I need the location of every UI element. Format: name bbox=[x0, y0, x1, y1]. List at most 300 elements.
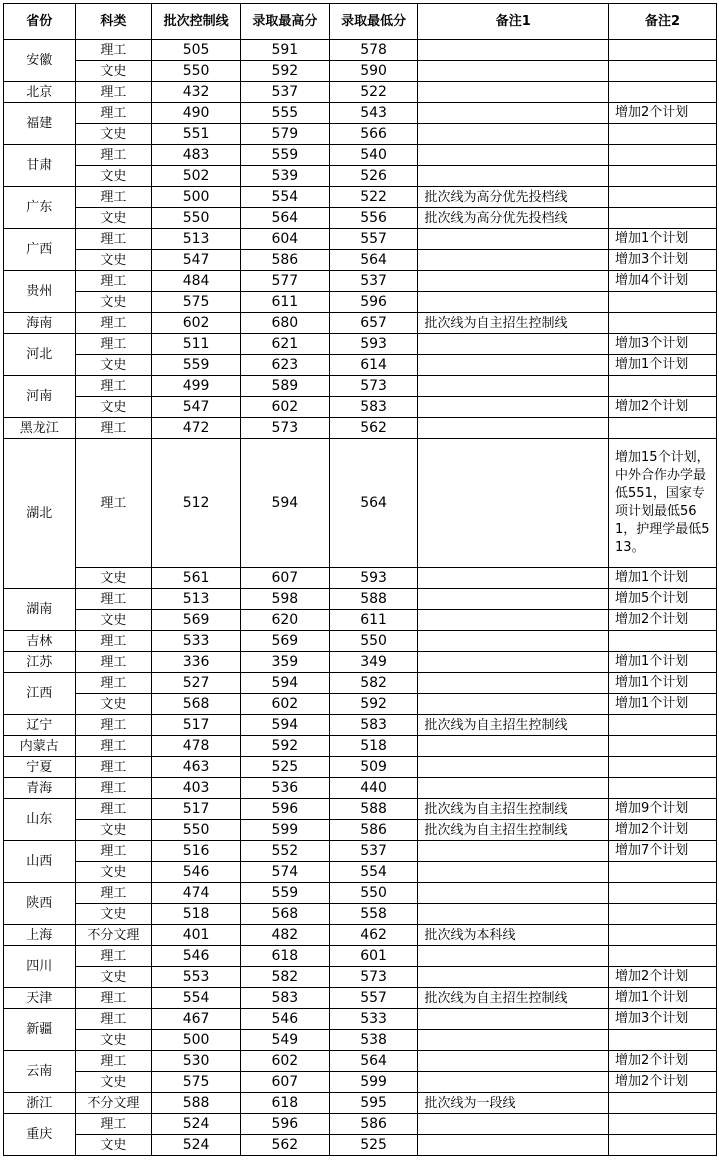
min-score-cell: 557 bbox=[329, 229, 418, 250]
province-cell: 宁夏 bbox=[4, 757, 76, 778]
province-cell: 广东 bbox=[4, 187, 76, 229]
category-cell: 理工 bbox=[75, 271, 152, 292]
min-score-cell: 614 bbox=[329, 355, 418, 376]
max-score-cell: 594 bbox=[240, 439, 329, 568]
note1-cell bbox=[418, 694, 609, 715]
table-row bbox=[4, 187, 717, 208]
batch-line-cell: 502 bbox=[152, 166, 241, 187]
note1-cell bbox=[418, 250, 609, 271]
table-row bbox=[4, 904, 717, 925]
category-cell: 理工 bbox=[75, 40, 152, 61]
batch-line-cell: 547 bbox=[152, 397, 241, 418]
category-cell: 不分文理 bbox=[75, 925, 152, 946]
note2-cell: 增加2个计划 bbox=[609, 1051, 717, 1072]
table-row bbox=[4, 271, 717, 292]
category-cell: 文史 bbox=[75, 862, 152, 883]
batch-line-cell: 575 bbox=[152, 1072, 241, 1093]
note1-cell bbox=[418, 736, 609, 757]
batch-line-cell: 516 bbox=[152, 841, 241, 862]
min-score-cell: 509 bbox=[329, 757, 418, 778]
note1-cell bbox=[418, 589, 609, 610]
province-cell: 四川 bbox=[4, 946, 76, 988]
category-cell: 文史 bbox=[75, 355, 152, 376]
province-cell: 山西 bbox=[4, 841, 76, 883]
note1-cell: 批次线为自主招生控制线 bbox=[418, 715, 609, 736]
note1-cell bbox=[418, 145, 609, 166]
note1-cell: 批次线为自主招生控制线 bbox=[418, 988, 609, 1009]
table-row bbox=[4, 40, 717, 61]
min-score-cell: 593 bbox=[329, 334, 418, 355]
note2-cell bbox=[609, 715, 717, 736]
table-row bbox=[4, 967, 717, 988]
max-score-cell: 604 bbox=[240, 229, 329, 250]
category-cell: 文史 bbox=[75, 820, 152, 841]
batch-line-cell: 527 bbox=[152, 673, 241, 694]
max-score-cell: 589 bbox=[240, 376, 329, 397]
batch-line-cell: 472 bbox=[152, 418, 241, 439]
max-score-cell: 611 bbox=[240, 292, 329, 313]
note1-cell bbox=[418, 904, 609, 925]
table-row bbox=[4, 1093, 717, 1114]
category-cell: 理工 bbox=[75, 946, 152, 967]
min-score-cell: 596 bbox=[329, 292, 418, 313]
table-row bbox=[4, 946, 717, 967]
table-row bbox=[4, 652, 717, 673]
table-row bbox=[4, 103, 717, 124]
min-score-cell: 537 bbox=[329, 271, 418, 292]
note1-cell bbox=[418, 40, 609, 61]
table-row bbox=[4, 1114, 717, 1135]
table-row bbox=[4, 1051, 717, 1072]
province-cell: 江西 bbox=[4, 673, 76, 715]
note1-cell: 批次线为高分优先投档线 bbox=[418, 187, 609, 208]
batch-line-cell: 483 bbox=[152, 145, 241, 166]
province-cell: 福建 bbox=[4, 103, 76, 145]
max-score-cell: 618 bbox=[240, 946, 329, 967]
note2-cell bbox=[609, 1135, 717, 1156]
max-score-cell: 680 bbox=[240, 313, 329, 334]
table-row bbox=[4, 208, 717, 229]
batch-line-cell: 546 bbox=[152, 946, 241, 967]
note1-cell bbox=[418, 568, 609, 589]
note2-cell bbox=[609, 376, 717, 397]
province-cell: 江苏 bbox=[4, 652, 76, 673]
province-cell: 贵州 bbox=[4, 271, 76, 313]
province-cell: 吉林 bbox=[4, 631, 76, 652]
max-score-cell: 577 bbox=[240, 271, 329, 292]
batch-line-cell: 505 bbox=[152, 40, 241, 61]
max-score-cell: 559 bbox=[240, 145, 329, 166]
batch-line-cell: 463 bbox=[152, 757, 241, 778]
note2-cell bbox=[609, 418, 717, 439]
note2-cell: 增加9个计划 bbox=[609, 799, 717, 820]
note1-cell bbox=[418, 292, 609, 313]
max-score-cell: 555 bbox=[240, 103, 329, 124]
note1-cell bbox=[418, 1009, 609, 1030]
category-cell: 理工 bbox=[75, 418, 152, 439]
min-score-cell: 593 bbox=[329, 568, 418, 589]
province-cell: 山东 bbox=[4, 799, 76, 841]
min-score-cell: 526 bbox=[329, 166, 418, 187]
min-score-cell: 550 bbox=[329, 883, 418, 904]
table-row bbox=[4, 757, 717, 778]
batch-line-cell: 551 bbox=[152, 124, 241, 145]
category-cell: 文史 bbox=[75, 250, 152, 271]
min-score-cell: 573 bbox=[329, 376, 418, 397]
table-row bbox=[4, 1030, 717, 1051]
category-cell: 文史 bbox=[75, 967, 152, 988]
category-cell: 理工 bbox=[75, 1051, 152, 1072]
batch-line-cell: 517 bbox=[152, 799, 241, 820]
note2-cell bbox=[609, 145, 717, 166]
category-cell: 理工 bbox=[75, 439, 152, 568]
batch-line-cell: 561 bbox=[152, 568, 241, 589]
category-cell: 文史 bbox=[75, 61, 152, 82]
table-row bbox=[4, 1009, 717, 1030]
note1-cell: 批次线为自主招生控制线 bbox=[418, 799, 609, 820]
category-cell: 文史 bbox=[75, 568, 152, 589]
max-score-cell: 596 bbox=[240, 799, 329, 820]
max-score-cell: 549 bbox=[240, 1030, 329, 1051]
category-cell: 理工 bbox=[75, 715, 152, 736]
table-row bbox=[4, 397, 717, 418]
max-score-cell: 607 bbox=[240, 568, 329, 589]
category-cell: 文史 bbox=[75, 292, 152, 313]
category-cell: 理工 bbox=[75, 103, 152, 124]
table-row bbox=[4, 376, 717, 397]
max-score-cell: 525 bbox=[240, 757, 329, 778]
note1-cell bbox=[418, 1114, 609, 1135]
note1-cell bbox=[418, 355, 609, 376]
table-body bbox=[4, 40, 717, 1156]
note2-cell: 增加3个计划 bbox=[609, 250, 717, 271]
batch-line-cell: 401 bbox=[152, 925, 241, 946]
max-score-cell: 568 bbox=[240, 904, 329, 925]
note2-cell: 增加2个计划 bbox=[609, 610, 717, 631]
note2-cell: 增加15个计划，中外合作办学最低551，国家专项计划最低561，护理学最低513。 bbox=[609, 439, 717, 568]
province-cell: 浙江 bbox=[4, 1093, 76, 1114]
note2-cell: 增加3个计划 bbox=[609, 1009, 717, 1030]
table-row bbox=[4, 778, 717, 799]
category-cell: 不分文理 bbox=[75, 1093, 152, 1114]
batch-line-cell: 547 bbox=[152, 250, 241, 271]
note2-cell bbox=[609, 187, 717, 208]
note1-cell bbox=[418, 82, 609, 103]
max-score-cell: 599 bbox=[240, 820, 329, 841]
note2-cell bbox=[609, 862, 717, 883]
batch-line-cell: 499 bbox=[152, 376, 241, 397]
header-note2: 备注2 bbox=[609, 4, 717, 40]
table-row bbox=[4, 694, 717, 715]
min-score-cell: 537 bbox=[329, 841, 418, 862]
note1-cell: 批次线为自主招生控制线 bbox=[418, 820, 609, 841]
max-score-cell: 621 bbox=[240, 334, 329, 355]
note2-cell bbox=[609, 883, 717, 904]
min-score-cell: 558 bbox=[329, 904, 418, 925]
max-score-cell: 569 bbox=[240, 631, 329, 652]
category-cell: 文史 bbox=[75, 166, 152, 187]
max-score-cell: 594 bbox=[240, 673, 329, 694]
note1-cell bbox=[418, 610, 609, 631]
note2-cell: 增加2个计划 bbox=[609, 103, 717, 124]
note1-cell bbox=[418, 631, 609, 652]
table-row bbox=[4, 124, 717, 145]
table-row bbox=[4, 925, 717, 946]
note2-cell bbox=[609, 292, 717, 313]
batch-line-cell: 336 bbox=[152, 652, 241, 673]
max-score-cell: 598 bbox=[240, 589, 329, 610]
note1-cell bbox=[418, 103, 609, 124]
category-cell: 理工 bbox=[75, 757, 152, 778]
table-row bbox=[4, 1135, 717, 1156]
note2-cell bbox=[609, 736, 717, 757]
province-cell: 新疆 bbox=[4, 1009, 76, 1051]
note2-cell: 增加5个计划 bbox=[609, 589, 717, 610]
table-row bbox=[4, 1072, 717, 1093]
note2-cell bbox=[609, 313, 717, 334]
table-row bbox=[4, 292, 717, 313]
min-score-cell: 566 bbox=[329, 124, 418, 145]
table-row bbox=[4, 355, 717, 376]
table-row bbox=[4, 166, 717, 187]
batch-line-cell: 524 bbox=[152, 1135, 241, 1156]
province-cell: 广西 bbox=[4, 229, 76, 271]
province-cell: 重庆 bbox=[4, 1114, 76, 1156]
header-note1: 备注1 bbox=[418, 4, 609, 40]
min-score-cell: 525 bbox=[329, 1135, 418, 1156]
max-score-cell: 573 bbox=[240, 418, 329, 439]
batch-line-cell: 602 bbox=[152, 313, 241, 334]
min-score-cell: 440 bbox=[329, 778, 418, 799]
max-score-cell: 607 bbox=[240, 1072, 329, 1093]
note2-cell: 增加1个计划 bbox=[609, 355, 717, 376]
header-category: 科类 bbox=[75, 4, 152, 40]
table-row bbox=[4, 883, 717, 904]
batch-line-cell: 511 bbox=[152, 334, 241, 355]
province-cell: 河北 bbox=[4, 334, 76, 376]
batch-line-cell: 512 bbox=[152, 439, 241, 568]
note2-cell bbox=[609, 946, 717, 967]
note1-cell bbox=[418, 229, 609, 250]
admission-scores-table bbox=[3, 3, 717, 1156]
note2-cell: 增加1个计划 bbox=[609, 673, 717, 694]
category-cell: 理工 bbox=[75, 673, 152, 694]
note1-cell bbox=[418, 778, 609, 799]
min-score-cell: 611 bbox=[329, 610, 418, 631]
category-cell: 理工 bbox=[75, 883, 152, 904]
max-score-cell: 596 bbox=[240, 1114, 329, 1135]
max-score-cell: 602 bbox=[240, 397, 329, 418]
batch-line-cell: 524 bbox=[152, 1114, 241, 1135]
min-score-cell: 564 bbox=[329, 1051, 418, 1072]
category-cell: 理工 bbox=[75, 799, 152, 820]
province-cell: 湖南 bbox=[4, 589, 76, 631]
note1-cell bbox=[418, 1135, 609, 1156]
min-score-cell: 540 bbox=[329, 145, 418, 166]
note1-cell bbox=[418, 883, 609, 904]
province-cell: 河南 bbox=[4, 376, 76, 418]
note1-cell bbox=[418, 967, 609, 988]
note2-cell: 增加4个计划 bbox=[609, 271, 717, 292]
category-cell: 文史 bbox=[75, 208, 152, 229]
province-cell: 天津 bbox=[4, 988, 76, 1009]
note2-cell: 增加1个计划 bbox=[609, 652, 717, 673]
header-province: 省份 bbox=[4, 4, 76, 40]
note2-cell bbox=[609, 1093, 717, 1114]
table-row bbox=[4, 61, 717, 82]
note1-cell bbox=[418, 397, 609, 418]
category-cell: 理工 bbox=[75, 145, 152, 166]
note2-cell: 增加3个计划 bbox=[609, 334, 717, 355]
max-score-cell: 359 bbox=[240, 652, 329, 673]
category-cell: 理工 bbox=[75, 736, 152, 757]
province-cell: 黑龙江 bbox=[4, 418, 76, 439]
table-row bbox=[4, 418, 717, 439]
max-score-cell: 562 bbox=[240, 1135, 329, 1156]
min-score-cell: 522 bbox=[329, 82, 418, 103]
note1-cell: 批次线为本科线 bbox=[418, 925, 609, 946]
max-score-cell: 594 bbox=[240, 715, 329, 736]
province-cell: 辽宁 bbox=[4, 715, 76, 736]
max-score-cell: 602 bbox=[240, 694, 329, 715]
table-row bbox=[4, 229, 717, 250]
table-row bbox=[4, 82, 717, 103]
max-score-cell: 582 bbox=[240, 967, 329, 988]
category-cell: 文史 bbox=[75, 1135, 152, 1156]
max-score-cell: 546 bbox=[240, 1009, 329, 1030]
table-row bbox=[4, 145, 717, 166]
batch-line-cell: 484 bbox=[152, 271, 241, 292]
batch-line-cell: 474 bbox=[152, 883, 241, 904]
note2-cell: 增加1个计划 bbox=[609, 229, 717, 250]
note1-cell: 批次线为高分优先投档线 bbox=[418, 208, 609, 229]
min-score-cell: 578 bbox=[329, 40, 418, 61]
province-cell: 安徽 bbox=[4, 40, 76, 82]
category-cell: 理工 bbox=[75, 187, 152, 208]
note2-cell: 增加1个计划 bbox=[609, 568, 717, 589]
max-score-cell: 602 bbox=[240, 1051, 329, 1072]
max-score-cell: 583 bbox=[240, 988, 329, 1009]
max-score-cell: 537 bbox=[240, 82, 329, 103]
batch-line-cell: 575 bbox=[152, 292, 241, 313]
category-cell: 文史 bbox=[75, 397, 152, 418]
min-score-cell: 588 bbox=[329, 799, 418, 820]
table-row bbox=[4, 610, 717, 631]
min-score-cell: 573 bbox=[329, 967, 418, 988]
max-score-cell: 592 bbox=[240, 61, 329, 82]
min-score-cell: 590 bbox=[329, 61, 418, 82]
note2-cell bbox=[609, 904, 717, 925]
note1-cell bbox=[418, 862, 609, 883]
category-cell: 理工 bbox=[75, 631, 152, 652]
note1-cell bbox=[418, 673, 609, 694]
batch-line-cell: 568 bbox=[152, 694, 241, 715]
max-score-cell: 482 bbox=[240, 925, 329, 946]
min-score-cell: 562 bbox=[329, 418, 418, 439]
max-score-cell: 554 bbox=[240, 187, 329, 208]
min-score-cell: 554 bbox=[329, 862, 418, 883]
table-row bbox=[4, 820, 717, 841]
min-score-cell: 599 bbox=[329, 1072, 418, 1093]
min-score-cell: 583 bbox=[329, 715, 418, 736]
table-row bbox=[4, 841, 717, 862]
max-score-cell: 579 bbox=[240, 124, 329, 145]
note1-cell bbox=[418, 334, 609, 355]
max-score-cell: 592 bbox=[240, 736, 329, 757]
header-row bbox=[4, 4, 717, 40]
max-score-cell: 620 bbox=[240, 610, 329, 631]
batch-line-cell: 500 bbox=[152, 1030, 241, 1051]
min-score-cell: 588 bbox=[329, 589, 418, 610]
table-row bbox=[4, 250, 717, 271]
min-score-cell: 595 bbox=[329, 1093, 418, 1114]
note2-cell: 增加1个计划 bbox=[609, 694, 717, 715]
province-cell: 甘肃 bbox=[4, 145, 76, 187]
note2-cell bbox=[609, 757, 717, 778]
note1-cell bbox=[418, 946, 609, 967]
note1-cell bbox=[418, 841, 609, 862]
min-score-cell: 592 bbox=[329, 694, 418, 715]
max-score-cell: 623 bbox=[240, 355, 329, 376]
table-row bbox=[4, 334, 717, 355]
note2-cell: 增加1个计划 bbox=[609, 988, 717, 1009]
min-score-cell: 586 bbox=[329, 1114, 418, 1135]
note1-cell bbox=[418, 124, 609, 145]
note1-cell bbox=[418, 652, 609, 673]
category-cell: 理工 bbox=[75, 1114, 152, 1135]
batch-line-cell: 559 bbox=[152, 355, 241, 376]
category-cell: 文史 bbox=[75, 904, 152, 925]
province-cell: 海南 bbox=[4, 313, 76, 334]
batch-line-cell: 403 bbox=[152, 778, 241, 799]
category-cell: 理工 bbox=[75, 988, 152, 1009]
category-cell: 理工 bbox=[75, 229, 152, 250]
note2-cell: 增加7个计划 bbox=[609, 841, 717, 862]
category-cell: 文史 bbox=[75, 1072, 152, 1093]
max-score-cell: 536 bbox=[240, 778, 329, 799]
note2-cell bbox=[609, 778, 717, 799]
province-cell: 青海 bbox=[4, 778, 76, 799]
max-score-cell: 552 bbox=[240, 841, 329, 862]
category-cell: 理工 bbox=[75, 82, 152, 103]
min-score-cell: 601 bbox=[329, 946, 418, 967]
batch-line-cell: 500 bbox=[152, 187, 241, 208]
table-row bbox=[4, 715, 717, 736]
table-row bbox=[4, 439, 717, 568]
note2-cell: 增加2个计划 bbox=[609, 967, 717, 988]
note1-cell bbox=[418, 418, 609, 439]
min-score-cell: 538 bbox=[329, 1030, 418, 1051]
min-score-cell: 586 bbox=[329, 820, 418, 841]
batch-line-cell: 546 bbox=[152, 862, 241, 883]
province-cell: 云南 bbox=[4, 1051, 76, 1093]
header-min-score: 录取最低分 bbox=[329, 4, 418, 40]
min-score-cell: 543 bbox=[329, 103, 418, 124]
note2-cell bbox=[609, 208, 717, 229]
table-row bbox=[4, 799, 717, 820]
max-score-cell: 574 bbox=[240, 862, 329, 883]
min-score-cell: 522 bbox=[329, 187, 418, 208]
table-row bbox=[4, 862, 717, 883]
table-row bbox=[4, 736, 717, 757]
note2-cell bbox=[609, 166, 717, 187]
max-score-cell: 564 bbox=[240, 208, 329, 229]
note2-cell bbox=[609, 82, 717, 103]
category-cell: 理工 bbox=[75, 376, 152, 397]
min-score-cell: 349 bbox=[329, 652, 418, 673]
header-batch-line: 批次控制线 bbox=[152, 4, 241, 40]
header-max-score: 录取最高分 bbox=[240, 4, 329, 40]
